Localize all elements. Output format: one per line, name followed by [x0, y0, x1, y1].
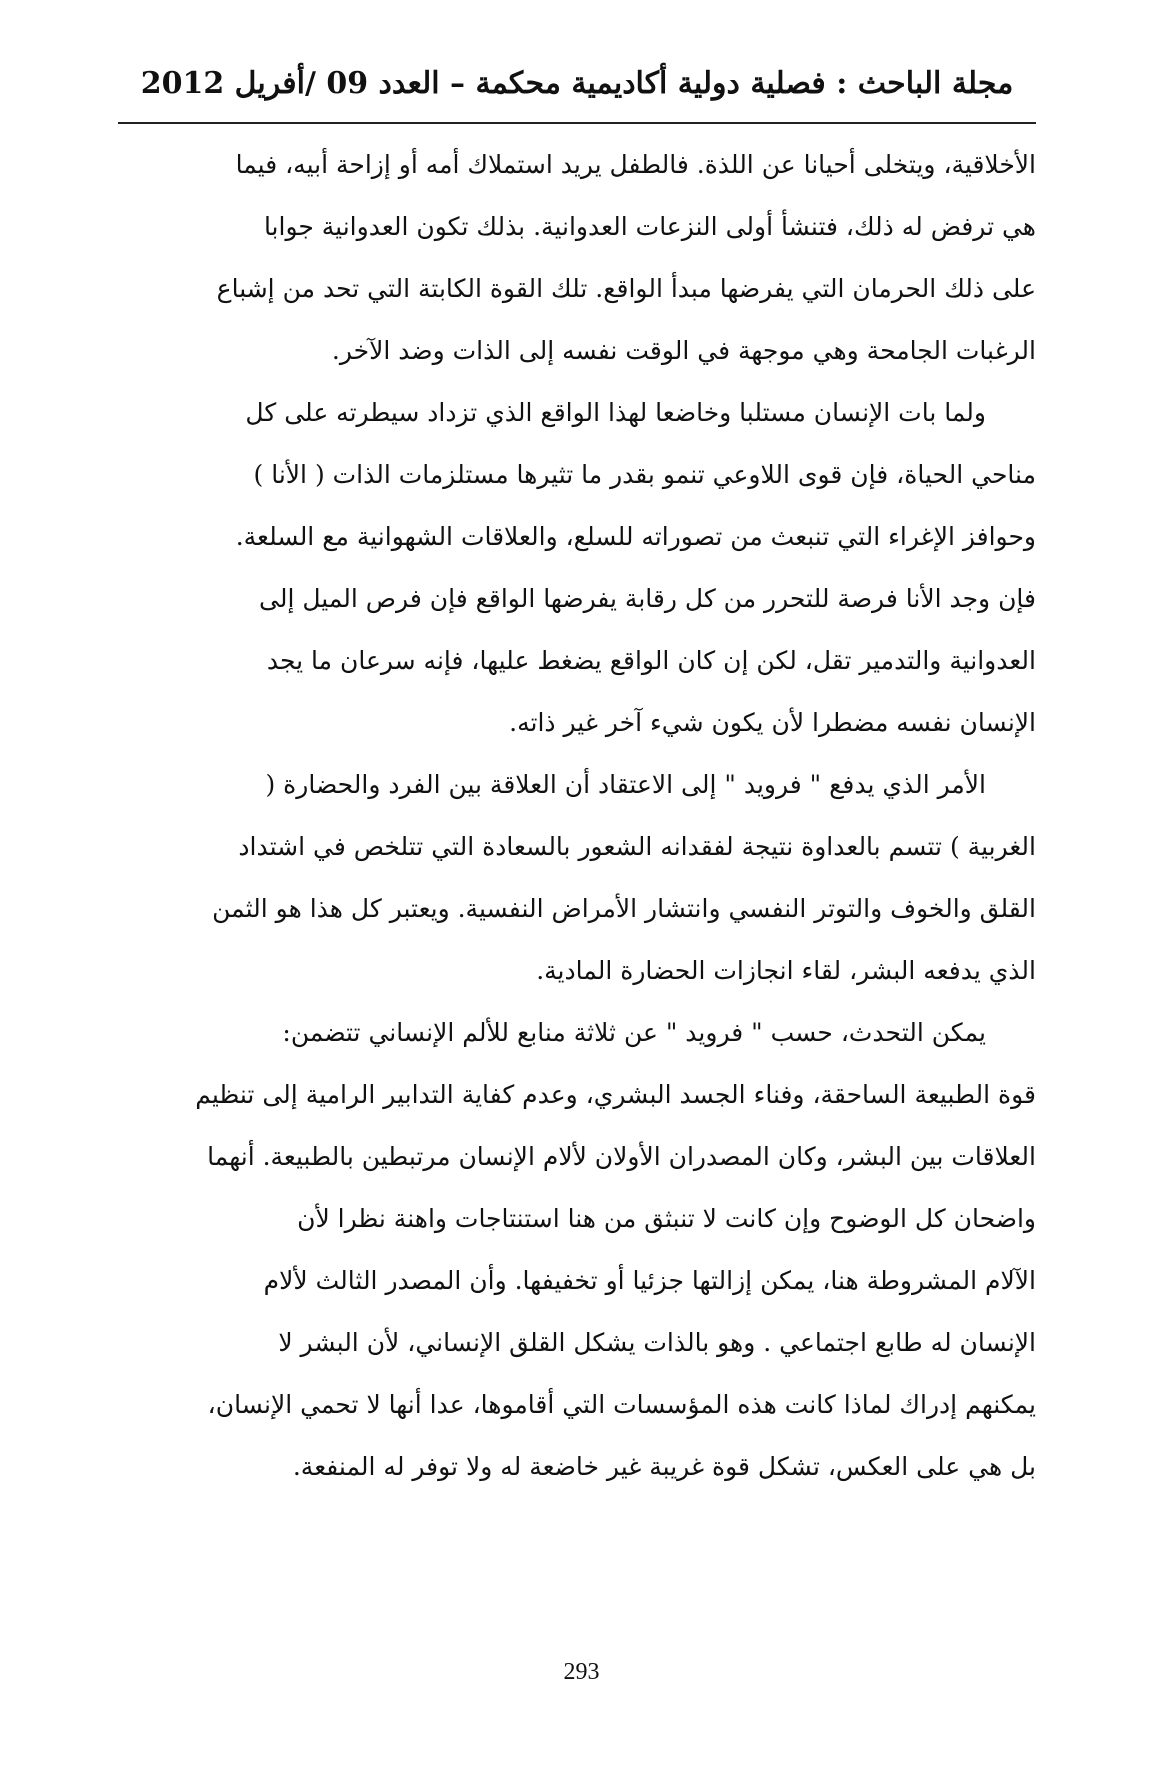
page-number: 293: [563, 1659, 600, 1685]
paragraph-2: [118, 382, 1036, 754]
text-line: العدوانية والتدمير تقل، لكن إن كان الواقع يضغط عليها، فإنه سرعان ما يجد: [266, 646, 1036, 675]
text-line: يمكنهم إدراك لماذا كانت هذه المؤسسات التي أقاموها، عدا أنها لا تحمي الإنسان،: [207, 1390, 1036, 1419]
paragraph-1: [118, 134, 1036, 382]
text-line: هي ترفض له ذلك، فتنشأ أولى النزعات العدوانية. بذلك تكون العدوانية جوابا: [263, 212, 1036, 241]
text-line: بل هي على العكس، تشكل قوة غريبة غير خاضعة له ولا توفر له المنفعة.: [292, 1452, 1036, 1481]
header-divider: [118, 122, 1036, 124]
text-line: الأمر الذي يدفع " فرويد " إلى الاعتقاد أن العلاقة بين الفرد والحضارة (: [265, 770, 986, 799]
text-line: الذي يدفعه البشر، لقاء انجازات الحضارة المادية.: [536, 956, 1036, 985]
journal-header: مجلة الباحث : فصلية دولية أكاديمية محكمة – العدد 09 /أفريل 2012: [140, 66, 1014, 101]
text-line: الأخلاقية، ويتخلى أحيانا عن اللذة. فالطفل يريد استملاك أمه أو إزاحة أبيه، فيما: [235, 150, 1036, 179]
text-line: الآلام المشروطة هنا، يمكن إزالتها جزئيا أو تخفيفها. وأن المصدر الثالث لألام: [263, 1266, 1036, 1295]
text-line: الإنسان نفسه مضطرا لأن يكون شيء آخر غير ذاته.: [509, 708, 1036, 737]
text-line: ولما بات الإنسان مستلبا وخاضعا لهذا الواقع الذي تزداد سيطرته على كل: [245, 398, 986, 427]
paragraph-3: [118, 754, 1036, 1002]
text-line: قوة الطبيعة الساحقة، وفناء الجسد البشري، وعدم كفاية التدابير الرامية إلى تنظيم: [195, 1080, 1036, 1109]
text-line: واضحان كل الوضوح وإن كانت لا تنبثق من هنا استنتاجات واهنة نظرا لأن: [297, 1204, 1036, 1233]
text-line: الرغبات الجامحة وهي موجهة في الوقت نفسه إلى الذات وضد الآخر.: [331, 336, 1036, 365]
text-line: وحوافز الإغراء التي تنبعث من تصوراته للسلع، والعلاقات الشهوانية مع السلعة.: [235, 522, 1036, 551]
text-line: مناحي الحياة، فإن قوى اللاوعي تنمو بقدر ما تثيرها مستلزمات الذات ( الأنا ): [253, 460, 1036, 489]
text-line: يمكن التحدث، حسب " فرويد " عن ثلاثة منابع للألم الإنساني تتضمن:: [282, 1018, 986, 1047]
paragraph-4: [118, 1002, 1036, 1498]
text-line: الإنسان له طابع اجتماعي . وهو بالذات يشكل القلق الإنساني، لأن البشر لا: [278, 1328, 1036, 1357]
article-body: [118, 134, 1036, 1498]
text-line: العلاقات بين البشر، وكان المصدران الأولان لألام الإنسان مرتبطين بالطبيعة. أنهما: [207, 1142, 1036, 1171]
text-line: الغربية ) تتسم بالعداوة نتيجة لفقدانه الشعور بالسعادة التي تتلخص في اشتداد: [238, 832, 1036, 861]
text-line: فإن وجد الأنا فرصة للتحرر من كل رقابة يفرضها الواقع فإن فرص الميل إلى: [259, 584, 1036, 613]
text-line: على ذلك الحرمان التي يفرضها مبدأ الواقع. تلك القوة الكابتة التي تحد من إشباع: [216, 274, 1036, 303]
text-line: القلق والخوف والتوتر النفسي وانتشار الأمراض النفسية. ويعتبر كل هذا هو الثمن: [212, 894, 1036, 923]
